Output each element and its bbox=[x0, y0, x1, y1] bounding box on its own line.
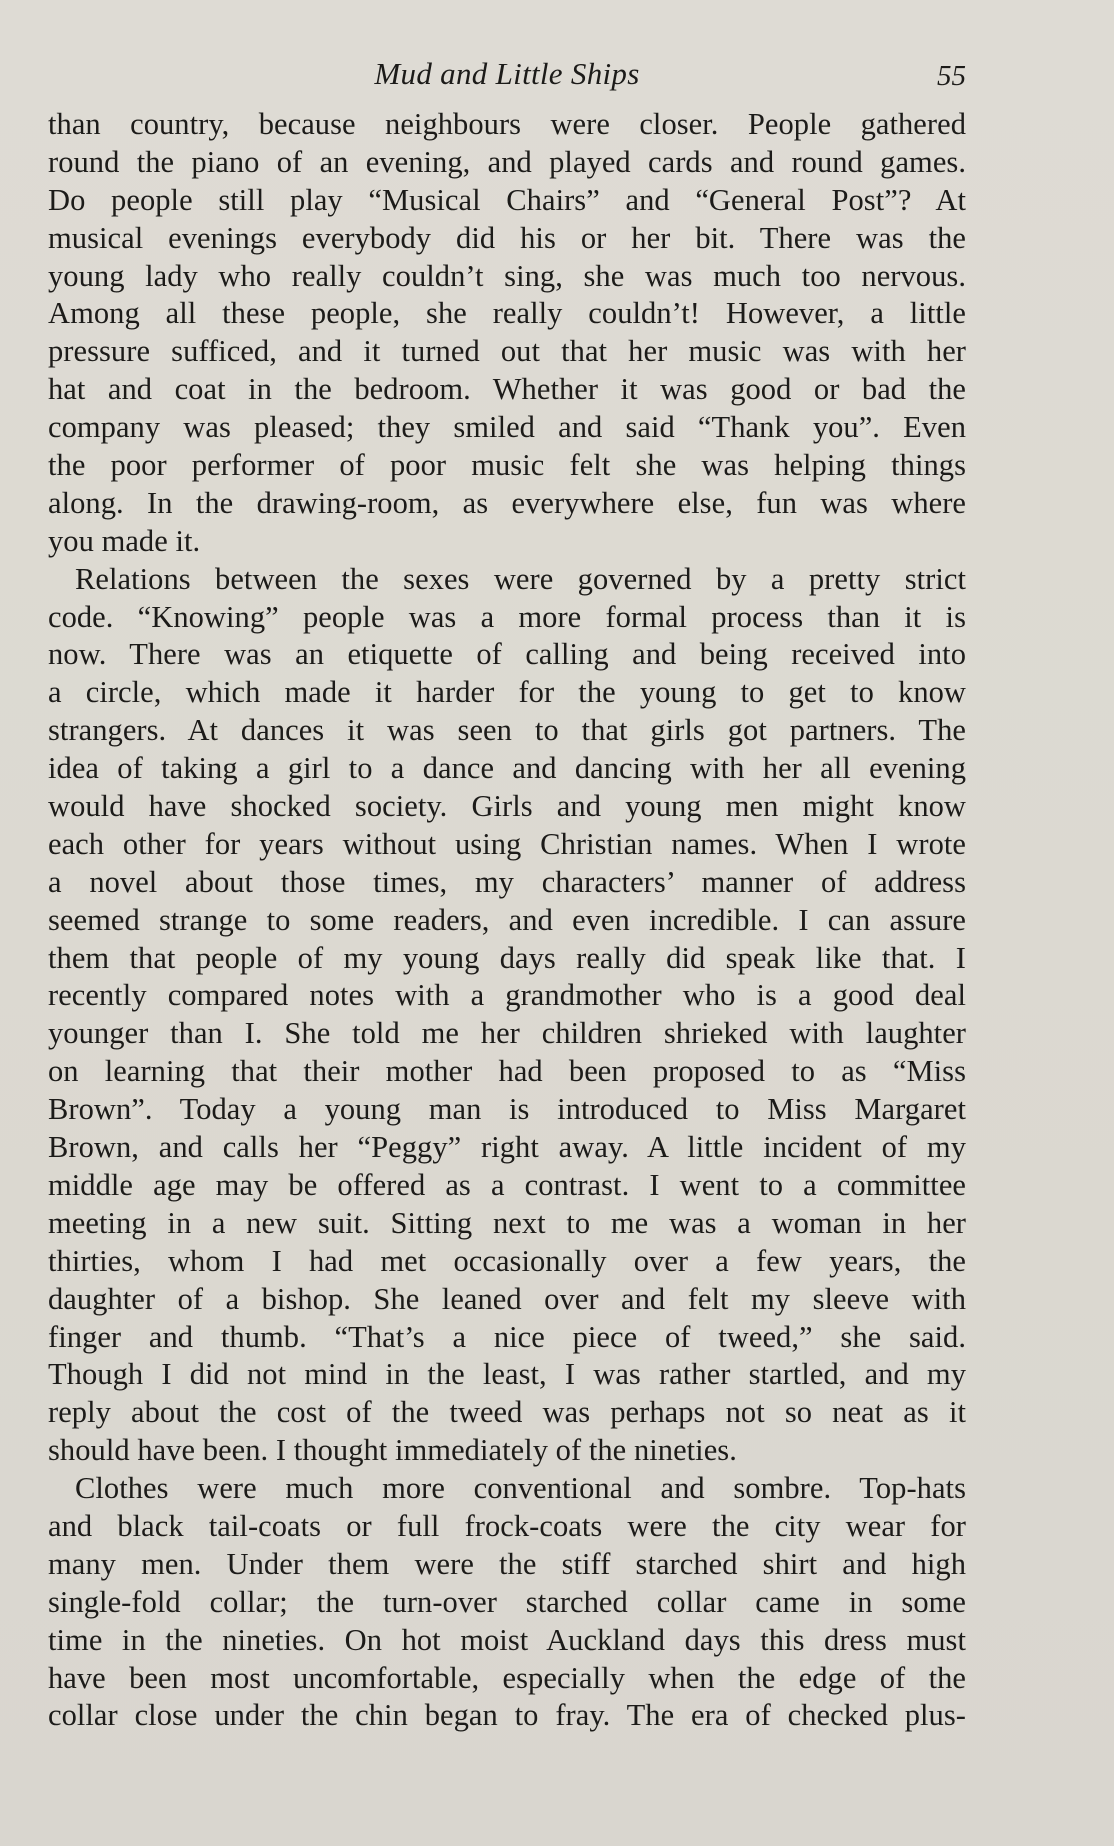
text-line: you made it. bbox=[48, 523, 201, 558]
text-line: code. “Knowing” people was a more formal process than it is bbox=[48, 599, 966, 634]
text-line: a circle, which made it harder for the young to get to know bbox=[48, 675, 966, 710]
text-line: the poor performer of poor music felt she was helping things bbox=[48, 448, 966, 483]
text-line: daughter of a bishop. She leaned over and felt my sleeve with bbox=[48, 1281, 966, 1316]
paragraph bbox=[48, 1470, 966, 1735]
text-line: each other for years without using Christian names. When I wrote bbox=[48, 826, 966, 861]
text-line: should have been. I thought immediately of the nineties. bbox=[48, 1433, 737, 1468]
text-line: Though I did not mind in the least, I was rather startled, and my bbox=[48, 1357, 966, 1392]
text-line: musical evenings everybody did his or her bit. There was the bbox=[48, 220, 966, 255]
text-line: now. There was an etiquette of calling and being received into bbox=[48, 637, 966, 672]
page-number: 55 bbox=[937, 60, 966, 92]
text-line: them that people of my young days really did speak like that. I bbox=[48, 940, 966, 975]
text-line: many men. Under them were the stiff starched shirt and high bbox=[48, 1546, 966, 1581]
text-line: younger than I. She told me her children shrieked with laughter bbox=[48, 1016, 966, 1051]
text-line: recently compared notes with a grandmother who is a good deal bbox=[48, 978, 966, 1013]
text-line: would have shocked society. Girls and young men might know bbox=[48, 789, 966, 824]
text-line: company was pleased; they smiled and said “Thank you”. Even bbox=[48, 410, 966, 445]
text-line: seemed strange to some readers, and even incredible. I can assure bbox=[48, 902, 966, 937]
running-title: Mud and Little Ships bbox=[374, 56, 640, 91]
text-line: have been most uncomfortable, especially when the edge of the bbox=[48, 1660, 966, 1695]
text-line: and black tail-coats or full frock-coats were the city wear for bbox=[48, 1508, 966, 1543]
text-line: Brown, and calls her “Peggy” right away. A little incident of my bbox=[48, 1130, 966, 1165]
text-line: pressure sufficed, and it turned out that her music was with her bbox=[48, 334, 966, 369]
running-head bbox=[48, 56, 966, 96]
text-line: idea of taking a girl to a dance and dancing with her all evening bbox=[48, 751, 966, 786]
text-line: meeting in a new suit. Sitting next to me was a woman in her bbox=[48, 1205, 966, 1240]
text-line: middle age may be offered as a contrast. I went to a committee bbox=[48, 1167, 966, 1202]
text-line: single-fold collar; the turn-over starched collar came in some bbox=[48, 1584, 966, 1619]
text-line: thirties, whom I had met occasionally over a few years, the bbox=[48, 1243, 966, 1278]
text-line: round the piano of an evening, and played cards and round games. bbox=[48, 144, 966, 179]
text-line: Among all these people, she really couldn’t! However, a little bbox=[48, 296, 966, 331]
text-line: Brown”. Today a young man is introduced to Miss Margaret bbox=[48, 1092, 966, 1127]
text-line: Relations between the sexes were governed by a pretty strict bbox=[75, 561, 966, 596]
text-line: hat and coat in the bedroom. Whether it was good or bad the bbox=[48, 372, 966, 407]
text-line: reply about the cost of the tweed was perhaps not so neat as it bbox=[48, 1395, 966, 1430]
text-line: on learning that their mother had been proposed to as “Miss bbox=[48, 1054, 966, 1089]
paragraph bbox=[48, 561, 966, 1470]
text-line: young lady who really couldn’t sing, she was much too nervous. bbox=[48, 258, 966, 293]
text-line: collar close under the chin began to fray. The era of checked plus- bbox=[48, 1698, 966, 1733]
text-line: Do people still play “Musical Chairs” and “General Post”? At bbox=[48, 182, 966, 217]
text-line: a novel about those times, my characters’ manner of address bbox=[48, 864, 966, 899]
text-line: Clothes were much more conventional and sombre. Top-hats bbox=[75, 1471, 966, 1506]
body-text bbox=[48, 106, 966, 1735]
text-line: strangers. At dances it was seen to that girls got partners. The bbox=[48, 713, 966, 748]
text-line: finger and thumb. “That’s a nice piece of tweed,” she said. bbox=[48, 1319, 966, 1354]
text-line: along. In the drawing-room, as everywhere else, fun was where bbox=[48, 485, 966, 520]
paragraph bbox=[48, 106, 966, 561]
text-line: time in the nineties. On hot moist Auckland days this dress must bbox=[48, 1622, 966, 1657]
text-line: than country, because neighbours were closer. People gathered bbox=[48, 107, 966, 141]
